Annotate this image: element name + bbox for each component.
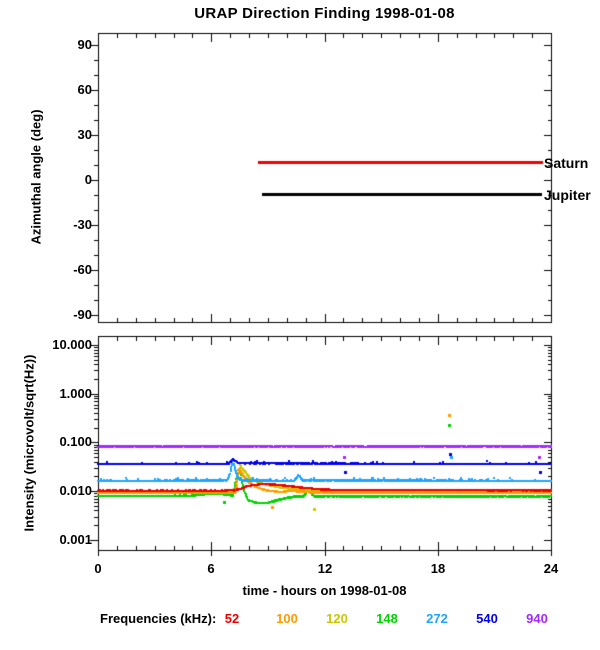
plot-title: URAP Direction Finding 1998-01-08 xyxy=(194,5,455,22)
jupiter-line-label: Jupiter xyxy=(544,187,591,203)
y-tick-label: -30 xyxy=(73,217,92,232)
x-tick-label: 6 xyxy=(207,561,215,576)
y-tick-label: 0.001 xyxy=(59,532,92,547)
x-axis-label: time - hours on 1998-01-08 xyxy=(242,583,407,598)
legend-title: Frequencies (kHz): xyxy=(100,611,217,626)
y-tick-label: 10.000 xyxy=(52,337,92,352)
x-tick-label: 12 xyxy=(317,561,333,576)
legend-item-148: 148 xyxy=(376,611,398,626)
azimuth-y-axis-label: Azimuthal angle (deg) xyxy=(28,109,44,245)
y-tick-label: 30 xyxy=(77,127,92,142)
legend-item-540: 540 xyxy=(476,611,498,626)
x-tick-label: 0 xyxy=(94,561,102,576)
y-tick-label: 1.000 xyxy=(59,386,92,401)
y-tick-label: -90 xyxy=(73,307,92,322)
y-tick-label: 60 xyxy=(77,82,92,97)
y-tick-label: -60 xyxy=(73,262,92,277)
y-tick-label: 0 xyxy=(84,172,92,187)
x-tick-label: 18 xyxy=(430,561,446,576)
legend-item-940: 940 xyxy=(526,611,548,626)
legend-item-52: 52 xyxy=(224,611,240,626)
legend-item-272: 272 xyxy=(426,611,448,626)
saturn-line-label: Saturn xyxy=(544,155,589,171)
legend-item-100: 100 xyxy=(276,611,298,626)
legend-item-120: 120 xyxy=(326,611,348,626)
intensity-y-axis-label: Intensity (microvolt/sqrt(Hz)) xyxy=(21,354,37,532)
y-tick-label: 0.100 xyxy=(59,434,92,449)
x-tick-label: 24 xyxy=(543,561,559,576)
y-tick-label: 90 xyxy=(77,37,92,52)
y-tick-label: 0.010 xyxy=(59,483,92,498)
